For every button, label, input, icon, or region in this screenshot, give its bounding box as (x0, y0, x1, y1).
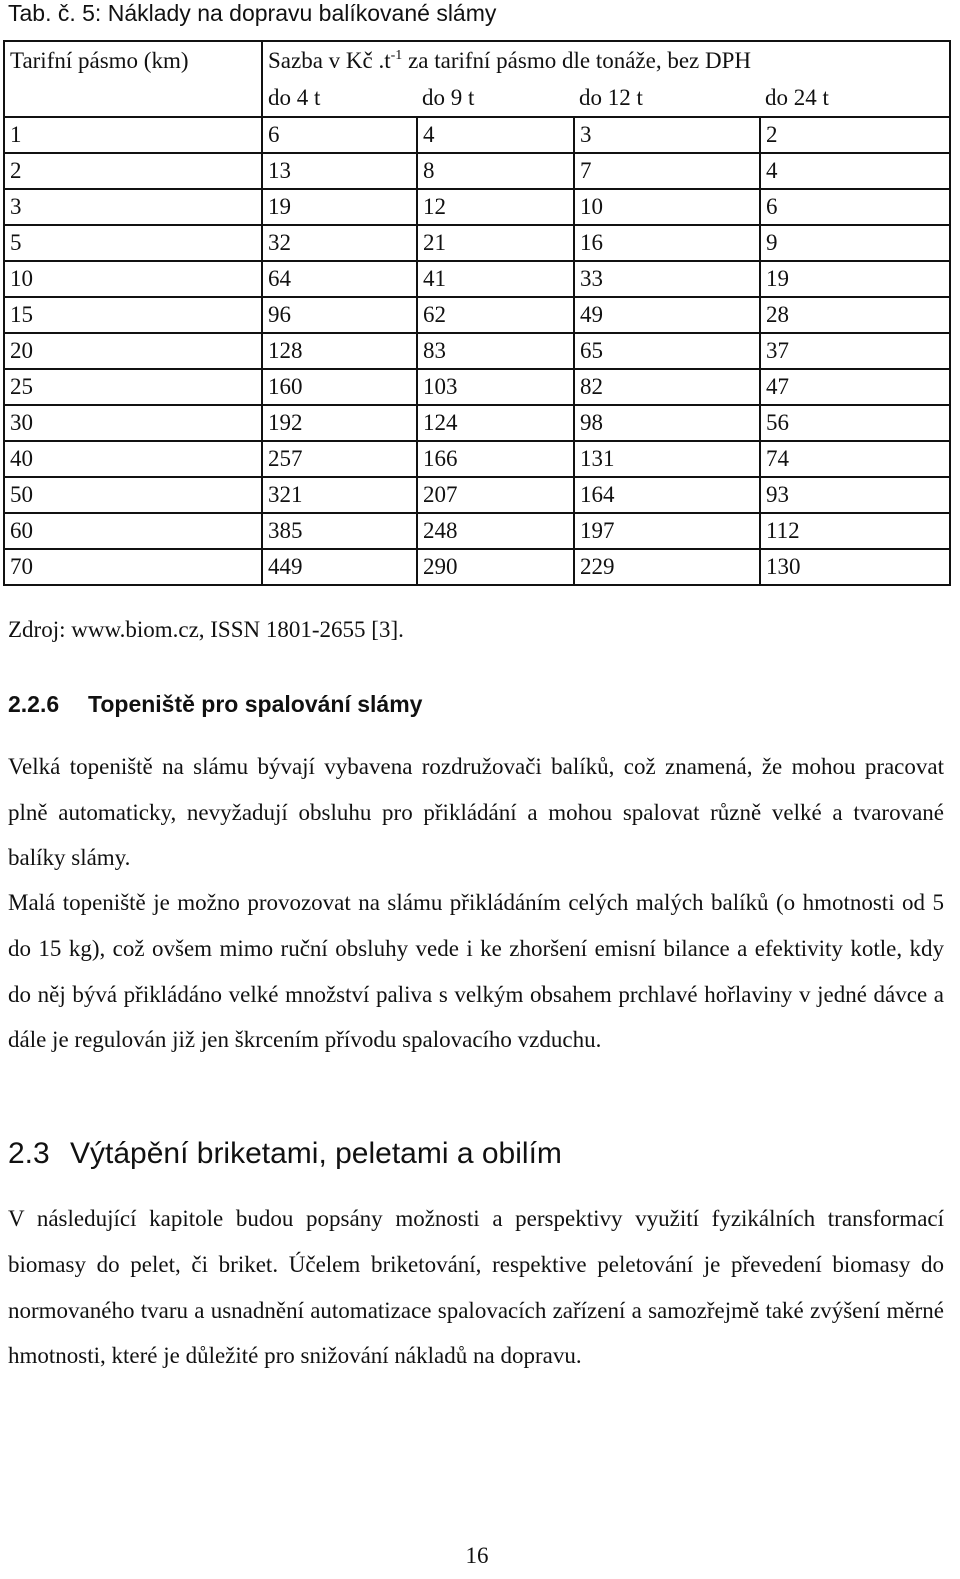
table-row (4, 153, 950, 189)
tariff-zone-cell: 1 (4, 117, 262, 153)
header-rate (262, 41, 950, 80)
rate-cell: 33 (574, 261, 760, 297)
rate-cell: 257 (262, 441, 417, 477)
rate-cell: 4 (417, 117, 574, 153)
tariff-zone-cell: 10 (4, 261, 262, 297)
rate-cell: 164 (574, 477, 760, 513)
rate-cell: 62 (417, 297, 574, 333)
section-heading-23 (8, 1136, 562, 1172)
rate-cell: 207 (417, 477, 574, 513)
table-row (4, 189, 950, 225)
rate-cell: 21 (417, 225, 574, 261)
section-heading-226 (8, 690, 422, 718)
table-row (4, 117, 950, 153)
rate-cell: 192 (262, 405, 417, 441)
rate-cell: 41 (417, 261, 574, 297)
rate-cell: 28 (760, 297, 950, 333)
rate-cell: 4 (760, 153, 950, 189)
table-row (4, 549, 950, 585)
tariff-zone-cell: 30 (4, 405, 262, 441)
rate-cell: 93 (760, 477, 950, 513)
rate-cell: 290 (417, 549, 574, 585)
tariff-zone-cell: 20 (4, 333, 262, 369)
table-header-row (4, 41, 950, 80)
rate-cell: 19 (760, 261, 950, 297)
source-note: Zdroj: www.biom.cz, ISSN 1801-2655 [3]. (8, 617, 404, 642)
rate-cell: 32 (262, 225, 417, 261)
rate-cell: 83 (417, 333, 574, 369)
rate-cell: 47 (760, 369, 950, 405)
rate-cell: 130 (760, 549, 950, 585)
tariff-zone-cell: 70 (4, 549, 262, 585)
rate-cell: 6 (760, 189, 950, 225)
page-number: 16 (465, 1543, 489, 1568)
rate-cell: 124 (417, 405, 574, 441)
paragraph: Malá topeniště je možno provozovat na slámu přikládáním celých malých balíků (o hmotnosti od 5 do 15 kg), což ovšem mimo ruční obsluhy vede i ke zhoršení emisní bilance a efektivity kotle, kdy do něj bývá přikládáno velké množství paliva s velkým obsahem prchlavé hořlaviny v jedné dávce a dále je regulován již jen škrcením přívodu spalovacího vzduchu. (8, 890, 944, 1053)
rate-cell: 8 (417, 153, 574, 189)
rate-cell: 2 (760, 117, 950, 153)
header-rate-sup: -1 (390, 48, 403, 63)
rate-cell: 131 (574, 441, 760, 477)
table-row (4, 333, 950, 369)
rate-cell: 166 (417, 441, 574, 477)
subheader-cell: do 9 t (417, 80, 574, 117)
subheader-cell: do 4 t (262, 80, 417, 117)
table-row (4, 369, 950, 405)
rate-cell: 16 (574, 225, 760, 261)
header-tariff-zone: Tarifní pásmo (km) (4, 41, 262, 117)
rate-cell: 321 (262, 477, 417, 513)
tariff-zone-cell: 2 (4, 153, 262, 189)
tariff-zone-cell: 50 (4, 477, 262, 513)
rate-cell: 3 (574, 117, 760, 153)
rate-cell: 128 (262, 333, 417, 369)
rate-cell: 197 (574, 513, 760, 549)
rate-cell: 65 (574, 333, 760, 369)
rate-cell: 7 (574, 153, 760, 189)
tariff-zone-cell: 25 (4, 369, 262, 405)
rate-cell: 82 (574, 369, 760, 405)
subheader-cell: do 24 t (760, 80, 950, 117)
rate-cell: 229 (574, 549, 760, 585)
tariff-zone-cell: 3 (4, 189, 262, 225)
table-row (4, 477, 950, 513)
rate-cell: 56 (760, 405, 950, 441)
rate-cell: 9 (760, 225, 950, 261)
tariff-zone-cell: 15 (4, 297, 262, 333)
rate-cell: 160 (262, 369, 417, 405)
subheader-cell: do 12 t (574, 80, 760, 117)
rate-cell: 49 (574, 297, 760, 333)
section-number: 2.3 (8, 1137, 50, 1170)
tariff-zone-cell: 60 (4, 513, 262, 549)
paragraph: V následující kapitole budou popsány možnosti a perspektivy využití fyzikálních transformací biomasy do pelet, či briket. Účelem briketování, respektive peletování je převedení biomasy do normovaného tvaru a usnadnění automatizace spalovacích zařízení a samozřejmě také zvýšení měrné hmotnosti, které je důležité pro snižování nákladů na dopravu. (8, 1206, 944, 1369)
tariff-zone-cell: 5 (4, 225, 262, 261)
table-row (4, 297, 950, 333)
paragraph: Velká topeniště na slámu bývají vybavena rozdružovači balíků, což znamená, že mohou pracovat plně automaticky, nevyžadují obsluhu pro přikládání a mohou spalovat různě velké a tvarované balíky slámy. (8, 754, 944, 870)
rate-cell: 6 (262, 117, 417, 153)
table-row (4, 513, 950, 549)
rate-cell: 37 (760, 333, 950, 369)
section-title: Topeniště pro spalování slámy (88, 691, 423, 717)
section-number: 2.2.6 (8, 691, 60, 717)
rate-cell: 13 (262, 153, 417, 189)
rate-cell: 98 (574, 405, 760, 441)
rate-cell: 74 (760, 441, 950, 477)
transport-cost-table (3, 40, 951, 586)
table-row (4, 405, 950, 441)
table-row (4, 225, 950, 261)
rate-cell: 103 (417, 369, 574, 405)
rate-cell: 112 (760, 513, 950, 549)
rate-cell: 19 (262, 189, 417, 225)
rate-cell: 385 (262, 513, 417, 549)
rate-cell: 449 (262, 549, 417, 585)
rate-cell: 248 (417, 513, 574, 549)
rate-cell: 10 (574, 189, 760, 225)
rate-cell: 12 (417, 189, 574, 225)
header-rate-prefix: Sazba v Kč .t (268, 48, 391, 73)
rate-cell: 96 (262, 297, 417, 333)
rate-cell: 64 (262, 261, 417, 297)
tariff-zone-cell: 40 (4, 441, 262, 477)
table-caption: Tab. č. 5: Náklady na dopravu balíkované slámy (8, 0, 497, 26)
header-rate-suffix: za tarifní pásmo dle tonáže, bez DPH (402, 48, 752, 73)
section-title: Výtápění briketami, peletami a obilím (70, 1137, 562, 1170)
table-row (4, 441, 950, 477)
table-row (4, 261, 950, 297)
